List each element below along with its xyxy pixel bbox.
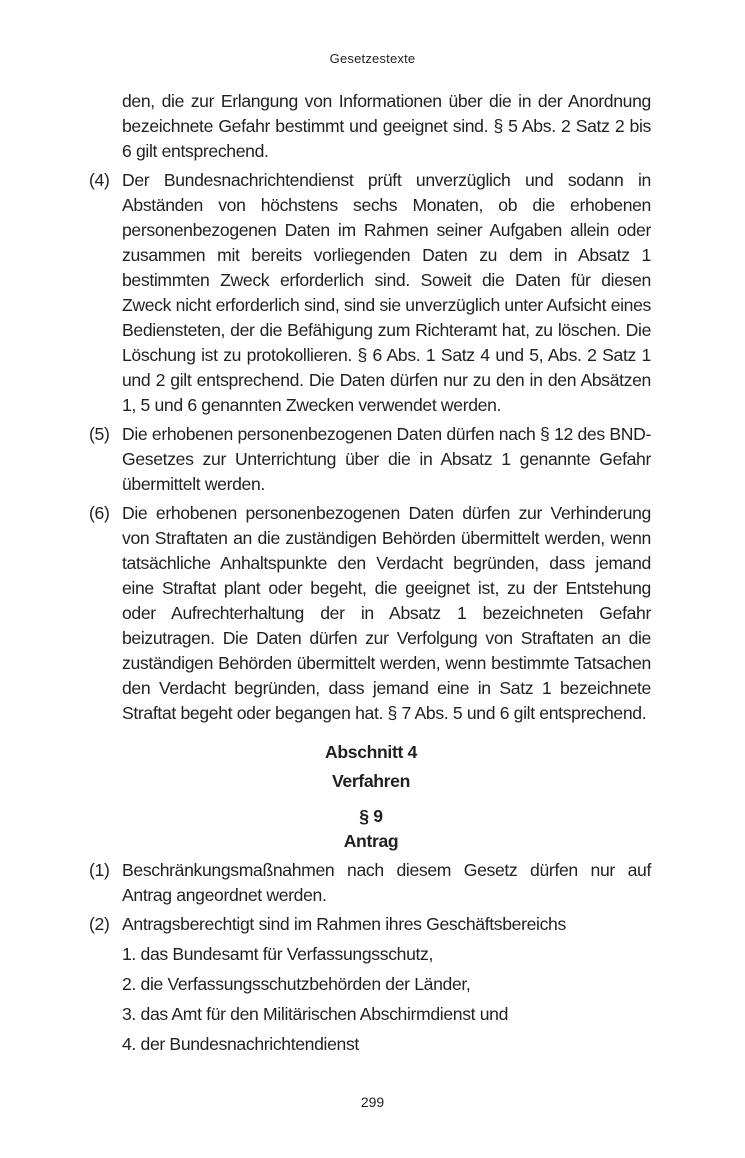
section-heading: Abschnitt 4 — [325, 742, 417, 762]
paragraph-text: Antragsberechtigt sind im Rahmen ihres Geschäftsbereichs — [122, 914, 566, 934]
paragraph-number: (1) — [89, 860, 110, 880]
list-item: 2. die Verfassungsschutzbehörden der Länder, — [122, 974, 471, 994]
paragraph-6 — [89, 501, 651, 726]
paragraph-number: (6) — [89, 503, 110, 523]
paragraph-title: Antrag — [343, 831, 399, 851]
running-head: Gesetzestexte — [329, 51, 416, 66]
paragraph-sign-heading: § 9 — [359, 806, 383, 826]
paragraph-4 — [89, 168, 651, 418]
continuation-text: den, die zur Erlangung von Informationen über die in der Anordnung bezeichnete Gefahr bestimmt und geeignet sind. § 5 Abs. 2 Satz 2 bis 6 gilt entsprechend. — [122, 91, 651, 161]
paragraph-1 — [89, 858, 651, 908]
paragraph-2 — [89, 912, 651, 937]
paragraph-text: Die erhobenen personenbezogenen Daten dürfen nach § 12 des BND-Gesetzes zur Unterrichtung über die in Absatz 1 genannte Gefahr übermittelt werden. — [122, 424, 651, 494]
paragraph-number: (5) — [89, 424, 110, 444]
list-item: 3. das Amt für den Militärischen Abschirmdienst und — [122, 1004, 509, 1024]
page-number: 299 — [360, 1094, 385, 1110]
body-text — [89, 89, 651, 1057]
paragraph-5 — [89, 422, 651, 497]
paragraph-number: (4) — [89, 170, 110, 190]
paragraph-text: Der Bundesnachrichtendienst prüft unverzüglich und sodann in Abständen von höchstens sechs Monaten, ob die erhobenen personenbezogenen Daten im Rahmen seiner Aufgaben allein oder zusammen mit bereits vorliegenden Daten zu dem in Absatz 1 bestimmten Zweck erforderlich sind. Soweit die Daten für diesen Zweck nicht erforderlich sind, sind sie unverzüglich unter Aufsicht eines Bediensteten, der die Befähigung zum Richteramt hat, zu löschen. Die Löschung ist zu protokollieren. § 6 Abs. 1 Satz 4 und 5, Abs. 2 Satz 1 und 2 gilt entsprechend. Die Daten dürfen nur zu den in den Absätzen 1, 5 und 6 genannten Zwecken verwendet werden. — [122, 170, 651, 415]
list-item: 1. das Bundesamt für Verfassungsschutz, — [122, 944, 434, 964]
list-item: 4. der Bundesnachrichtendienst — [122, 1034, 359, 1054]
paragraph-number: (2) — [89, 914, 110, 934]
section-title: Verfahren — [331, 771, 410, 791]
paragraph-text: Beschränkungsmaßnahmen nach diesem Gesetz dürfen nur auf Antrag angeordnet werden. — [122, 860, 651, 905]
paragraph-text: Die erhobenen personenbezogenen Daten dürfen zur Verhinderung von Straftaten an die zuständigen Behörden übermittelt werden, wenn tatsächliche Anhaltspunkte den Verdacht begründen, dass jemand eine Straftat plant oder begeht, die geeignet ist, zu der Entstehung oder Aufrechterhaltung der in Absatz 1 bezeichneten Gefahr beizutragen. Die Daten dürfen zur Verfolgung von Straftaten an die zuständigen Behörden übermittelt werden, wenn bestimmte Tatsachen den Verdacht begründen, dass jemand eine in Satz 1 bezeichnete Straftat begeht oder begangen hat. § 7 Abs. 5 und 6 gilt entsprechend. — [122, 503, 651, 723]
